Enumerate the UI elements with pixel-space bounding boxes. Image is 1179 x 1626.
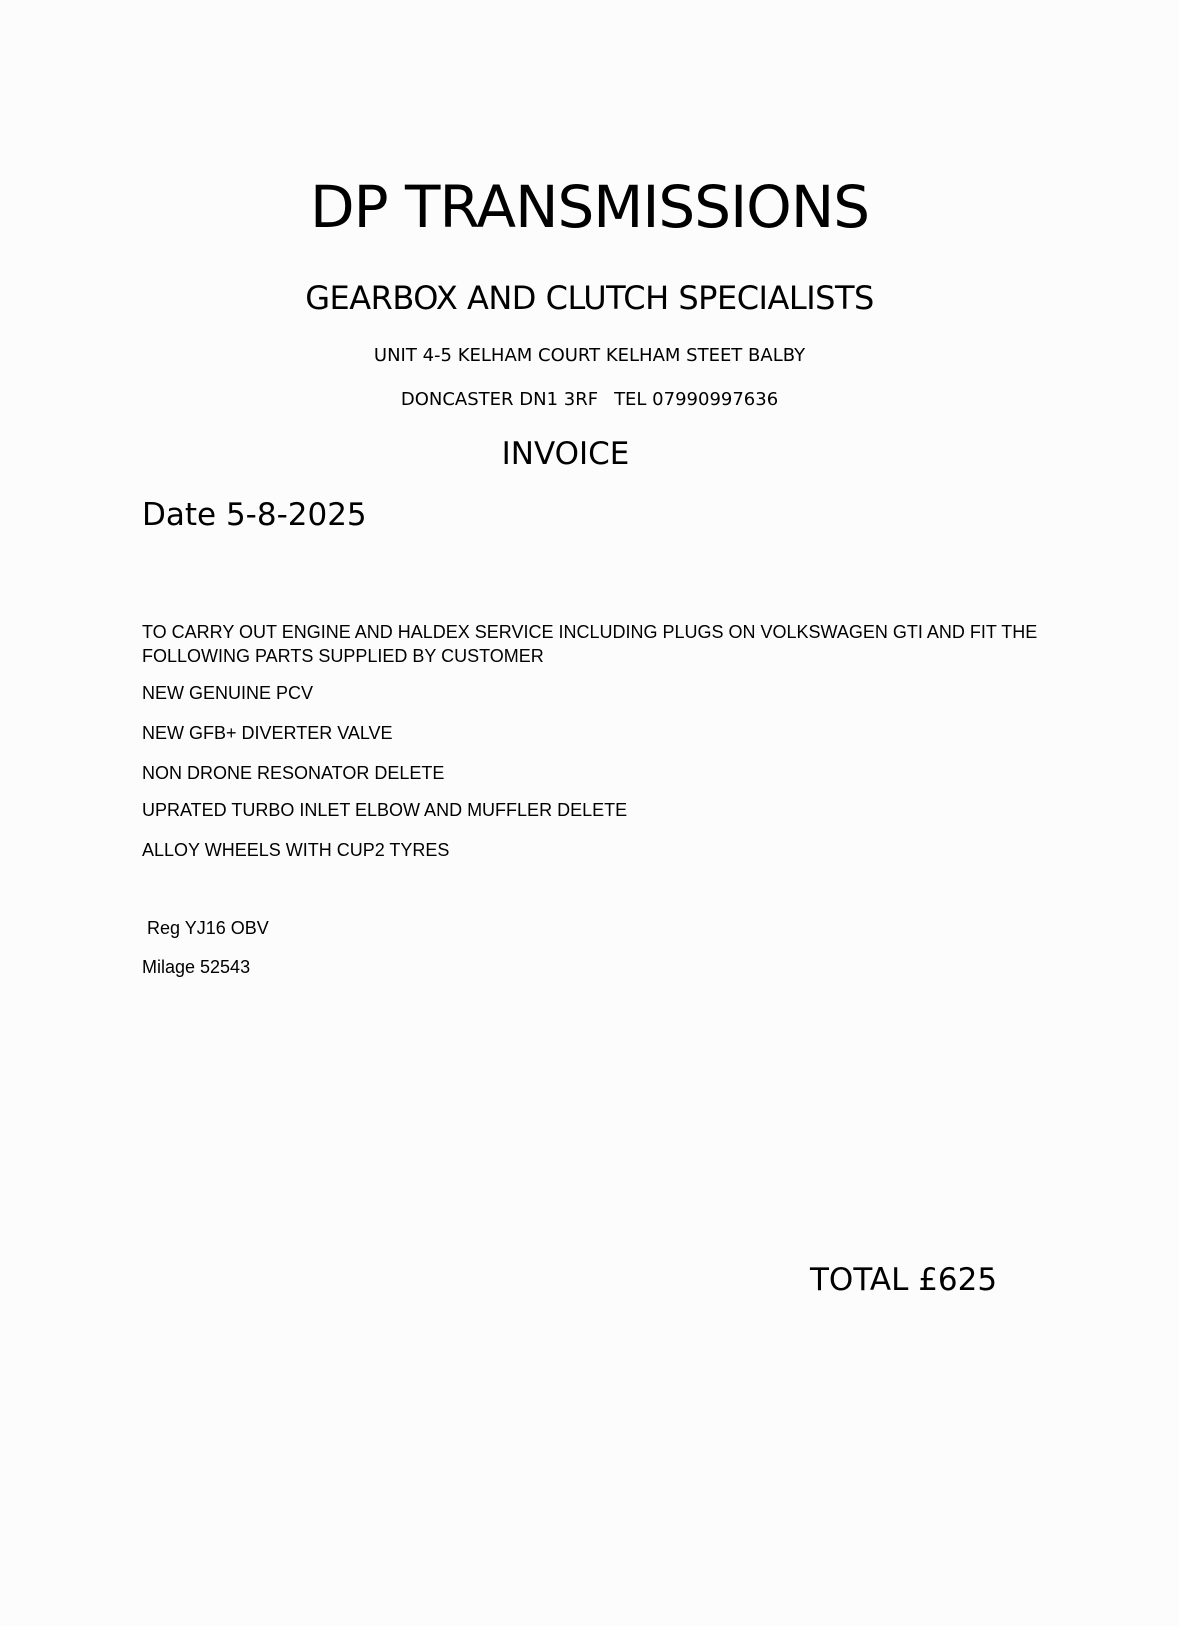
vehicle-registration: Reg YJ16 OBV bbox=[147, 918, 269, 938]
address-line-1: UNIT 4-5 KELHAM COURT KELHAM STEET BALBY bbox=[373, 345, 806, 366]
company-name: DP TRANSMISSIONS bbox=[309, 173, 870, 241]
telephone-number: TEL 07990997636 bbox=[614, 389, 779, 410]
address-line-2 bbox=[0, 388, 1179, 412]
part-item: UPRATED TURBO INLET ELBOW AND MUFFLER DELETE bbox=[142, 800, 628, 820]
company-tagline: GEARBOX AND CLUTCH SPECIALISTS bbox=[305, 279, 874, 317]
work-description: TO CARRY OUT ENGINE AND HALDEX SERVICE INCLUDING PLUGS ON VOLKSWAGEN GTI AND FIT THE FOLLOWING PARTS SUPPLIED BY CUSTOMER bbox=[142, 622, 1038, 666]
address-place: DONCASTER DN1 3RF bbox=[400, 389, 599, 410]
invoice-total: TOTAL £625 bbox=[810, 1262, 998, 1298]
invoice-date: Date 5-8-2025 bbox=[142, 497, 367, 533]
part-item: NON DRONE RESONATOR DELETE bbox=[142, 763, 445, 783]
part-item: NEW GFB+ DIVERTER VALVE bbox=[142, 723, 393, 743]
vehicle-mileage: Milage 52543 bbox=[142, 957, 251, 977]
part-item: ALLOY WHEELS WITH CUP2 TYRES bbox=[142, 840, 450, 860]
document-title: INVOICE bbox=[501, 436, 630, 472]
part-item: NEW GENUINE PCV bbox=[142, 683, 314, 703]
